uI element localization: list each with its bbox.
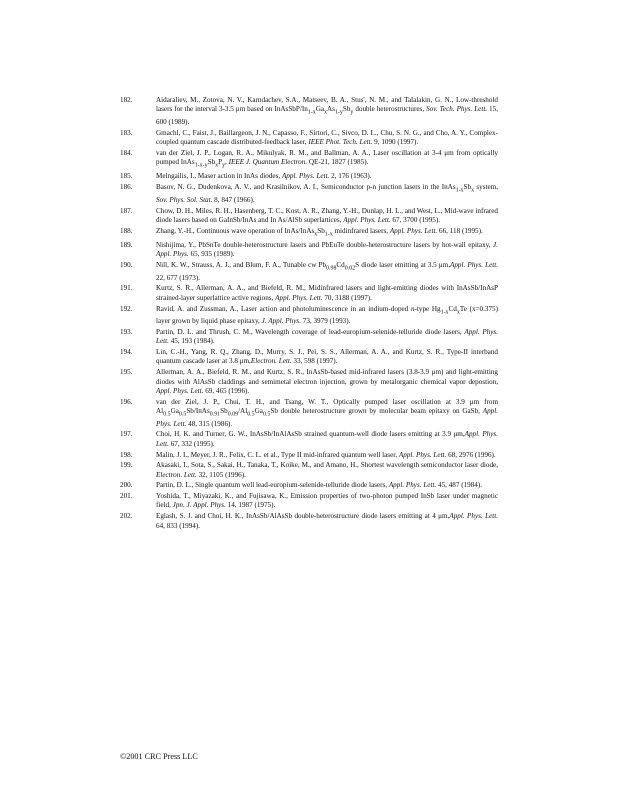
reference-number: 193. — [120, 328, 133, 337]
reference-text: Ravid, A. and Zussman, A., Laser action and photoluminescence in an indium-doped n-type $Hg_{1-x}Cd_xTe$ (x=0.375) layer grown by liquid phase epitaxy, J. Appl. Phys. 73, 3979 (1993). — [156, 304, 498, 326]
copyright-footer: ©2001 CRC Press LLC — [120, 752, 198, 761]
reference-text: Choi, H. K. and Turner, G. W., InAsSb/InAlAsSb strained quantum-well diode lasers emitting at 3.9 μm,Appl. Phys. Lett. 67, 332 (1995). — [156, 430, 498, 448]
reference-entry — [120, 149, 498, 171]
reference-number: 185. — [120, 172, 133, 181]
reference-entry — [120, 284, 498, 303]
reference-number: 196. — [120, 397, 133, 406]
reference-text: Lin, C.-H., Yang, R. Q., Zhang, D., Murry, S. J., Pei, S. S., Allerman, A. A., and Kurtz, S. R., Type-II interband quantum cascade laser at 3.8 μm,Electron. Lett. 33, 598 (1997). — [156, 348, 498, 366]
reference-number: 191. — [120, 284, 133, 293]
reference-number: 195. — [120, 368, 133, 377]
reference-number: 197. — [120, 430, 133, 439]
reference-text: Nishijima, Y., PbSnTe double-heterostructure lasers and PbEuTe double-heterostructure lasers by hot-wall epitaxy, J. Appl. Phys. 65, 935 (1989). — [156, 240, 498, 259]
reference-number: 188. — [120, 226, 133, 235]
reference-entry — [120, 512, 498, 531]
reference-number: 194. — [120, 348, 133, 357]
reference-text: Aidaraliev, M., Zotova, N. V., Karndachev, S.A., Matseev, B. A., Stus', N. M., and Talalakin, G. N., Low-threshold lasers for the interval 3-3.5 μm based on InAsSbP/$In_{1-x}Ga_xAs_{1-y}Sb_y$ double heterostructures, Sov. Tech. Phys. Lett. 15, 600 (1989). — [156, 96, 498, 127]
reference-text: Yoshida, T., Miyazaki, K., and Fujisawa, K., Emission properties of two-photon pumped InSb laser under magnetic field, Jpn. J. Appl. Phys. 14, 1987 (1975). — [156, 492, 498, 510]
reference-entry — [120, 183, 498, 205]
reference-number: 187. — [120, 206, 133, 215]
reference-text: Basov, N. G., Dudenkova, A. V., and Krasilnikov, A. I., Semiconductor p-n junction lasers in the $InAs_{1-x}Sb_x$ system, Sov. Phys. Sol. Stat. 8, 847 (1966). — [156, 183, 499, 204]
reference-text: Partin, D. L. and Thrush, C. M., Wavelength coverage of lead-europium-selenide-telluride diode lasers, Appl. Phys. Lett. 45, 193 (1984). — [156, 328, 498, 346]
reference-number: 200. — [120, 481, 133, 490]
reference-number: 199. — [120, 461, 133, 470]
reference-entry — [120, 398, 498, 429]
reference-number: 190. — [120, 260, 133, 269]
reference-entry — [120, 368, 498, 396]
reference-text: Kurtz, S. R., Allerman, A. A., and Biefeld, R. M., Midinfrared lasers and light-emitting diodes with InAsSb/InAsP strained-layer superlattice active regions, Appl. Phys. Lett. 70, 3188 (1997). — [156, 284, 498, 302]
reference-number: 201. — [120, 492, 133, 501]
reference-entry — [120, 227, 498, 240]
reference-entry — [120, 129, 498, 148]
reference-text: Eglash, S. J. and Choi, H. K., InAsSb/AlAsSb double-heterostructure diode lasers emitting at 4 μm,Appl. Phys. Lett. 64, 833 (1994). — [156, 512, 498, 530]
reference-entry — [120, 430, 498, 449]
reference-number: 184. — [120, 148, 133, 157]
reference-entry — [120, 492, 498, 511]
reference-entry — [120, 261, 498, 283]
reference-entry — [120, 348, 498, 367]
reference-text: van der Ziel, J. P., Chui, T. H., and Tsang, W. T., Optically pumped laser oscillation at 3.9 μm from $Al_{0.5}Ga_{0.5}Sb/InAs_{0.91}Sb_{0.09}/Al_{0.5}Ga_{0.5}Sb$ double heterostructure grown by molecular beam epitaxy on GaSb, Appl. Phys. Lett. 48, 315 (1986). — [156, 397, 498, 428]
reference-text: Melngailis, I., Maser action in InAs diodes, Appl. Phys. Lett. 2, 176 (1963). — [156, 172, 372, 181]
reference-text: Gmachl, C., Faist, J., Baillargeon, J. N., Capasso, F., Sirtori, C., Sivco, D. L., Chu, S. N. G., and Cho, A. Y., Complex-coupled quantum cascade distributed-feedback laser, IEEE Phot. Tech. Lett. 9, 1090 (1997). — [156, 128, 498, 147]
reference-text: Allerman, A. A., Biefeld, R. M., and Kurtz, S. R., InAsSb-based mid-infrared lasers (3.8-3.9 μm) and light-emitting diodes with AlAsSb claddings and semimetal electron injection, grown by metalorganic chemical vapor depostion, Appl. Phys. Lett. 69, 465 (1996). — [156, 368, 498, 395]
reference-list — [120, 96, 498, 532]
reference-entry — [120, 96, 498, 127]
reference-entry — [120, 305, 498, 327]
reference-text: Chow, D. H., Miles, R. H., Hasenberg, T. C., Kost, A. R., Zhang, Y.-H., Dunlap, H. L., and West, L., Mid-wave infrared diode lasers based on GaInSb/InAs and In As/AlSb superlattices, Appl. Phys. Lett. 67, 3700 (1995). — [156, 206, 498, 224]
reference-number: 183. — [120, 128, 133, 137]
reference-entry — [120, 481, 498, 490]
reference-entry — [120, 461, 498, 480]
reference-number: 189. — [120, 240, 133, 249]
reference-number: 198. — [120, 450, 133, 459]
reference-text: van der Ziel, J. P., Logan, R. A., Mikulyak, R. M., and Ballman, A. A., Laser oscillation at 3-4 μm from optically pumped $InAs_{1-x-y}Sb_xP_y$, IEEE J. Quantum Electron. QE-21, 1827 (1985). — [156, 148, 498, 169]
reference-number: 192. — [120, 304, 133, 313]
reference-text: Nill, K. W., Strauss, A. J., and Blum, F. A., Tunable cw $Pb_{0.98}Cd_{0.02}S$ diode laser emitting at 3.5 μm,Appl. Phys. Lett. 22, 677 (1973). — [156, 260, 498, 282]
reference-entry — [120, 328, 498, 347]
reference-entry — [120, 207, 498, 226]
reference-text: Partin, D. L., Single quantum well lead-europium-selenide-telluride diode lasers, Appl. Phys. Lett. 45, 487 (1984). — [156, 481, 483, 490]
reference-text: Zhang, Y.-H., Continuous wave operation of InAs/$InAs_xSb_{1-x}$ midinfrared lasers, Appl. Phys. Lett. 66, 118 (1995). — [156, 226, 483, 238]
reference-number: 202. — [120, 512, 133, 521]
reference-text: Akasaki, I., Sota, S., Sakai, H., Tanaka, T., Koike, M., and Amano, H., Shortest wavelength semiconductor laser diode, Electron. Lett. 32, 1105 (1996). — [156, 461, 498, 479]
reference-entry — [120, 451, 498, 460]
reference-number: 182. — [120, 96, 133, 104]
reference-text: Malin, J. I., Meyer, J. R., Felix, C. L. et al., Type II mid-infrared quantum well laser, Appl. Phys. Lett. 68, 2976 (1996). — [156, 450, 496, 459]
reference-entry — [120, 241, 498, 260]
reference-entry — [120, 172, 498, 181]
reference-number: 186. — [120, 183, 133, 192]
